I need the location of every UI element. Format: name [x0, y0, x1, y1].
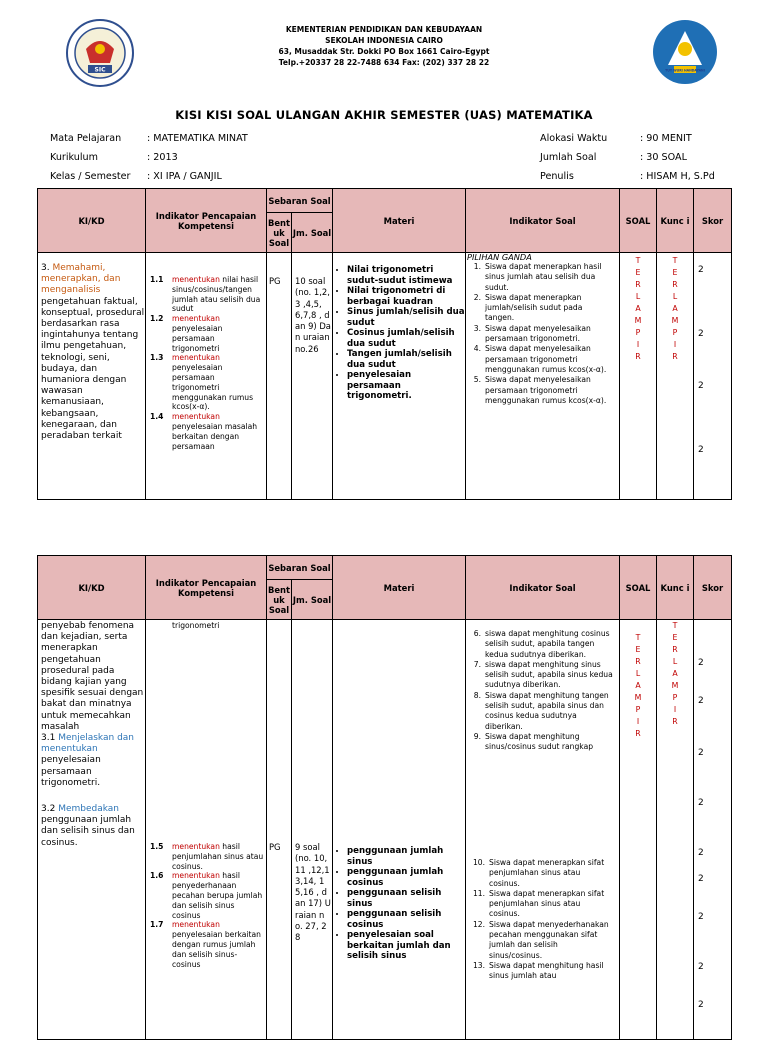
- indikator-soal-item: [467, 660, 613, 691]
- kunci-letter: R: [672, 717, 678, 726]
- materi-item: • penggunaan jumlah sinus: [347, 846, 463, 867]
- soal-letter: R: [635, 657, 641, 666]
- indicator-verb: menentukan: [172, 842, 220, 851]
- indikator-soal-item: [467, 920, 613, 961]
- indicator-verb: menentukan: [172, 412, 220, 422]
- jumlah-cell: [292, 620, 333, 1040]
- indikator-soal-cell: [466, 620, 620, 1040]
- materi-item: • penggunaan selisih sinus: [347, 888, 463, 909]
- indikator-soal-item: [467, 732, 613, 753]
- item-text: Siswa dapat menyederhanakan pecahan menggunakan sifat jumlah dan selisih sinus/cosinus.: [489, 919, 609, 960]
- kd-cell: [38, 253, 146, 500]
- meta-left: [50, 129, 370, 186]
- indicator-verb: menentukan: [172, 314, 220, 324]
- indicator-text: hasil penyederhanaan pecahan berupa jumlah dan selisih sinus cosinus: [172, 871, 263, 920]
- materi-item: • penggunaan jumlah cosinus: [347, 867, 463, 888]
- meta-value: : HISAM H, S.Pd: [640, 171, 715, 182]
- materi-item: • penggunaan selisih cosinus: [347, 909, 463, 930]
- item-text: Siswa dapat menerapkan sifat penjumlahan sinus atau cosinus.: [489, 888, 605, 919]
- header-kikd: KI/KD: [38, 556, 146, 620]
- meta-label: Penulis: [540, 171, 574, 182]
- header-soal: SOAL: [620, 556, 657, 620]
- item-text: Siswa dapat menghitung hasil sinus jumlah atau: [489, 960, 604, 981]
- item-number: 10.: [472, 858, 486, 867]
- letterhead: [0, 24, 768, 68]
- item-text: Siswa dapat menyelesaikan persamaan trigonometri menggunakan rumus kcos(x-α).: [485, 344, 607, 374]
- kunci-letter: E: [672, 268, 678, 277]
- skor-value: 2: [698, 912, 704, 922]
- materi-item: • Cosinus jumlah/selisih dua sudut: [347, 328, 465, 349]
- kunci-letter: I: [673, 340, 677, 349]
- item-number: 11.: [472, 888, 486, 898]
- kunci-letter: P: [672, 693, 678, 702]
- kd-number: 3.: [41, 263, 53, 273]
- header-skor: Skor: [694, 556, 732, 620]
- ministry-name: KEMENTERIAN PENDIDIKAN DAN KEBUDAYAAN: [285, 25, 483, 34]
- indicator-cell: [146, 253, 267, 500]
- kd-text: pengetahuan faktual, konseptual, prosedural berdasarkan rasa ingintahunya tentang ilmu pengetahuan, teknologi, seni, budaya, dan humaniora dengan wawasan kemanusiaan, kebangsaan, kenegaraan, dan peradaban terkait: [41, 296, 145, 442]
- kunci-letter: A: [672, 669, 678, 678]
- indicator-text: penyelesaian berkaitan dengan rumus jumlah dan selisih sinus-cosinus: [172, 930, 261, 969]
- item-text: Siswa dapat menyelesaikan persamaan trigonometri.: [485, 323, 591, 344]
- kd-text: penggunaan jumlah dan selisih sinus dan cosinus.: [41, 815, 135, 848]
- meta-row: [50, 167, 370, 186]
- indicator-text: penyelesaian persamaan trigonometri menggunakan rumus kcos(x-α).: [172, 363, 254, 412]
- bentuk-cell: PG: [267, 253, 292, 500]
- kd-text: penyebab fenomena dan kejadian, serta menerapkan pengetahuan prosedural pada bidang kajian yang spesifik sesuai dengan bakat dan minatnya untuk memecahkan masalah: [41, 621, 144, 732]
- materi-cell: [333, 620, 466, 1040]
- jumlah-value: 9 soal (no. 10,11 ,12,1 3,14, 15,16 , dan 17) Uraian no. 27, 28: [295, 842, 331, 943]
- skor-value: 2: [698, 329, 704, 339]
- meta-value: : 30 SOAL: [640, 152, 687, 163]
- indicator-number: 1.4: [150, 412, 164, 422]
- indicator-item: [150, 353, 264, 412]
- kd-verbs: Memahami, menerapkan, dan menganalisis: [41, 263, 121, 296]
- soal-letter: A: [635, 304, 641, 313]
- item-number: 4.: [473, 344, 482, 354]
- skor-value: 2: [698, 798, 704, 808]
- school-phone: Telp.+20337 28 22-7488 634 Fax: (202) 337 28 22: [278, 58, 490, 67]
- meta-label: Jumlah Soal: [540, 152, 597, 163]
- meta-row: [540, 129, 760, 148]
- kd-3-1: [41, 733, 145, 789]
- kd-verbs: Membedakan: [58, 804, 120, 815]
- indicator-text: penyelesaian masalah berkaitan dengan persamaan: [172, 421, 258, 451]
- meta-value: : XI IPA / GANJIL: [147, 171, 222, 182]
- indicator-verb: menentukan: [172, 871, 220, 881]
- indicator-number: 1.2: [150, 314, 164, 324]
- meta-label: Alokasi Waktu: [540, 133, 608, 144]
- indicator-item: [150, 412, 264, 451]
- soal-letter: L: [635, 292, 641, 301]
- indikator-soal-item: [467, 858, 613, 889]
- indicator-verb: menentukan: [172, 920, 220, 930]
- indicator-number: 1.7: [150, 920, 164, 930]
- indikator-soal-cell: [466, 253, 620, 500]
- meta-right: [540, 129, 760, 186]
- header-kikd: KI/KD: [38, 189, 146, 253]
- soal-cell: [620, 253, 657, 500]
- item-number: 13.: [472, 960, 486, 970]
- item-number: 1.: [473, 262, 482, 271]
- indicator-continued: trigonometri: [172, 621, 220, 630]
- skor-value: 2: [698, 962, 704, 972]
- item-text: Siswa dapat menerapkan hasil sinus jumlah atau selisih dua sudut.: [485, 262, 602, 292]
- header-indikator-soal: Indikator Soal: [466, 556, 620, 620]
- skor-value: 2: [698, 445, 704, 455]
- skor-value: 2: [698, 265, 704, 275]
- item-number: 5.: [473, 375, 482, 385]
- indikator-soal-item: [467, 324, 613, 345]
- kunci-letter: M: [671, 316, 679, 325]
- header-indikator: Indikator Pencapaian Kompetensi: [146, 189, 267, 253]
- soal-letter: T: [635, 633, 641, 642]
- item-text: Siswa dapat menghitung tangen selisih sudut, apabila sinus dan cosinus kedua sudutnya diberikan.: [485, 690, 609, 731]
- indicator-number: 1.5: [150, 842, 164, 851]
- soal-letter: L: [635, 669, 641, 678]
- tut-wuri-logo-text: TUT WURI HANDAYANI: [665, 68, 705, 73]
- bentuk-value: PG: [269, 842, 281, 852]
- skor-value: 2: [698, 696, 704, 706]
- materi-item: • penyelesaian persamaan trigonometri.: [347, 370, 465, 402]
- soal-letter: M: [634, 693, 642, 702]
- item-text: Siswa dapat menerapkan jumlah/selisih sudut pada tangen.: [485, 292, 583, 323]
- soal-letter: T: [635, 256, 641, 265]
- meta-row: [540, 148, 760, 167]
- header-bentuk: Bent uk Soal: [267, 580, 292, 620]
- skor-value: 2: [698, 658, 704, 668]
- header-indikator: Indikator Pencapaian Kompetensi: [146, 556, 267, 620]
- header-skor: Skor: [694, 189, 732, 253]
- kd-number: 3.2: [41, 804, 59, 815]
- materi-list: [333, 265, 465, 402]
- indikator-soal-item: [467, 344, 613, 375]
- item-number: 7.: [473, 659, 482, 669]
- header-jml: Jm. Soal: [292, 213, 333, 253]
- kd-number: 3.1: [41, 733, 59, 744]
- item-text: siswa dapat menghitung cosinus selisih sudut, apabila tangen kedua sudutnya diberikan.: [485, 629, 610, 659]
- kunci-letter: T: [672, 256, 678, 265]
- soal-letter: E: [635, 268, 641, 277]
- kunci-letter: R: [672, 645, 678, 654]
- indicator-item: [150, 842, 264, 871]
- kunci-letter: E: [672, 633, 678, 642]
- item-text: Siswa dapat menghitung sinus/cosinus sudut rangkap: [485, 731, 594, 752]
- item-text: siswa dapat menghitung sinus selisih sudut, apabila sinus kedua sudutnya diberikan.: [485, 659, 613, 690]
- indicator-text: hasil penjumlahan sinus atau cosinus.: [172, 842, 264, 871]
- section-label: PILIHAN GANDA: [467, 252, 532, 262]
- header-sebaran: Sebaran Soal: [267, 556, 333, 580]
- meta-label: Kurikulum: [50, 152, 98, 163]
- kunci-letter: R: [672, 280, 678, 289]
- item-text: Siswa dapat menerapkan sifat penjumlahan sinus atau cosinus.: [489, 858, 605, 888]
- meta-value: : 2013: [147, 152, 178, 163]
- indicator-verb: menentukan: [172, 275, 220, 284]
- soal-letter: P: [635, 328, 641, 337]
- meta-row: [50, 148, 370, 167]
- kd-3-2: [41, 804, 145, 849]
- soal-letter: R: [635, 280, 641, 289]
- materi-item: • penyelesaian soal berkaitan jumlah dan selisih sinus: [347, 930, 463, 962]
- indicator-item: [150, 920, 264, 969]
- indikator-soal-item: [467, 629, 613, 660]
- indicator-number: 1.1: [150, 275, 164, 284]
- header-materi: Materi: [333, 189, 466, 253]
- header-kunci: Kunc i: [657, 556, 694, 620]
- skor-cell: [694, 620, 732, 1040]
- indicator-text: nilai hasil sinus/cosinus/tangen jumlah atau selisih dua sudut: [172, 275, 261, 314]
- header-kunci: Kunc i: [657, 189, 694, 253]
- kunci-letter: L: [672, 657, 678, 666]
- soal-letter: M: [634, 316, 642, 325]
- indikator-soal-item: [467, 293, 613, 324]
- materi-cell: [333, 253, 466, 500]
- header-indikator-soal: Indikator Soal: [466, 189, 620, 253]
- indicator-text: penyelesaian persamaan trigonometri: [172, 323, 223, 353]
- soal-letter: R: [635, 352, 641, 361]
- materi-list: [333, 846, 463, 962]
- meta-value: : MATEMATIKA MINAT: [147, 133, 248, 144]
- materi-item: • Nilai trigonometri sudut-sudut istimewa: [347, 265, 465, 286]
- item-number: 12.: [472, 919, 486, 929]
- soal-letter: I: [636, 340, 640, 349]
- school-logo-text: SIC: [94, 66, 106, 74]
- kunci-cell: [657, 620, 694, 1040]
- meta-label: Kelas / Semester: [50, 171, 131, 182]
- item-text: Siswa dapat menyelesaikan persamaan trigonometri menggunakan rumus kcos(x-α).: [485, 375, 607, 405]
- soal-letter: A: [635, 681, 641, 690]
- school-address: 63, Musaddak Str. Dokki PO Box 1661 Cairo-Egypt: [278, 47, 490, 56]
- skor-value: 2: [698, 1000, 704, 1010]
- soal-letter: I: [636, 717, 640, 726]
- skor-value: 2: [698, 874, 704, 884]
- bentuk-cell: [267, 620, 292, 1040]
- jumlah-cell: 10 soal (no. 1,2,3 ,4,5, 6,7,8 , dan 9) Dan uraian no.26: [292, 253, 333, 500]
- kd-cell: [38, 620, 146, 1040]
- skor-value: 2: [698, 848, 704, 858]
- soal-letter: E: [635, 645, 641, 654]
- indicator-item: [150, 275, 264, 314]
- indicator-cell: [146, 620, 267, 1040]
- header-sebaran: Sebaran Soal: [267, 189, 333, 213]
- kunci-letter: I: [673, 705, 677, 714]
- kunci-letter: L: [672, 292, 678, 301]
- indicator-number: 1.3: [150, 353, 164, 363]
- skor-value: 2: [698, 748, 704, 758]
- kunci-letter: R: [672, 352, 678, 361]
- indicator-number: 1.6: [150, 871, 164, 881]
- indicator-item: [150, 314, 264, 353]
- kisi-table-2: [37, 555, 732, 1040]
- skor-value: 2: [698, 381, 704, 391]
- skor-cell: [694, 253, 732, 500]
- indikator-soal-item: [467, 691, 613, 732]
- kunci-letter: P: [672, 328, 678, 337]
- indikator-soal-item: [467, 961, 613, 982]
- item-number: 8.: [473, 690, 482, 700]
- kunci-cell: [657, 253, 694, 500]
- kunci-letter: T: [672, 621, 678, 630]
- school-name: SEKOLAH INDONESIA CAIRO: [325, 36, 443, 45]
- item-number: 2.: [473, 292, 482, 302]
- page-title: KISI KISI SOAL ULANGAN AKHIR SEMESTER (UAS) MATEMATIKA: [175, 108, 593, 122]
- item-number: 9.: [473, 731, 482, 741]
- header-materi: Materi: [333, 556, 466, 620]
- header-bentuk: Bent uk Soal: [267, 213, 292, 253]
- indikator-soal-item: [467, 262, 613, 293]
- soal-cell: [620, 620, 657, 1040]
- indikator-soal-item: [467, 375, 613, 406]
- indicator-item: [150, 871, 264, 920]
- kisi-table-1: [37, 188, 732, 500]
- materi-item: • Tangen jumlah/selisih dua sudut: [347, 349, 465, 370]
- indicator-verb: menentukan: [172, 353, 220, 363]
- meta-value: : 90 MENIT: [640, 133, 692, 144]
- kunci-letter: A: [672, 304, 678, 313]
- soal-letter: R: [635, 729, 641, 738]
- meta-label: Mata Pelajaran: [50, 133, 122, 144]
- meta-row: [50, 129, 370, 148]
- item-number: 6.: [473, 629, 482, 638]
- materi-item: • Nilai trigonometri di berbagai kuadran: [347, 286, 465, 307]
- header-jml: Jm. Soal: [292, 580, 333, 620]
- indikator-soal-item: [467, 889, 613, 920]
- kunci-letter: M: [671, 681, 679, 690]
- meta-row: [540, 167, 760, 186]
- item-number: 3.: [473, 323, 482, 333]
- soal-letter: P: [635, 705, 641, 714]
- header-soal: SOAL: [620, 189, 657, 253]
- kd-text: penyelesaian persamaan trigonometri.: [41, 755, 101, 788]
- materi-item: • Sinus jumlah/selisih dua sudut: [347, 307, 465, 328]
- kd-verbs: Menjelaskan dan menentukan: [41, 733, 135, 755]
